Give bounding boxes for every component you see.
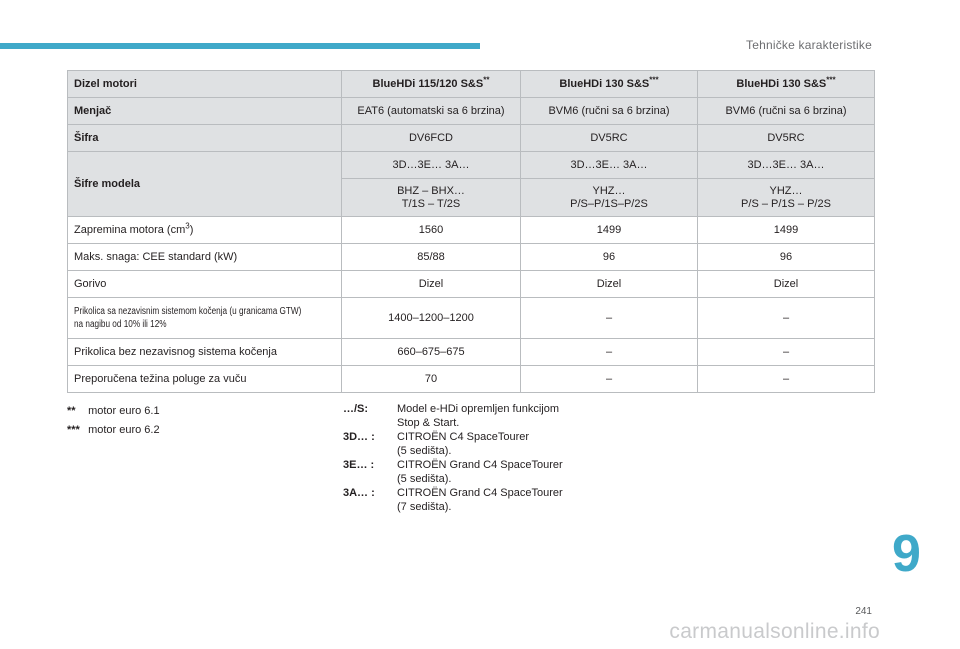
model-code-legend — [343, 402, 617, 514]
table-cell: 70 — [342, 366, 521, 393]
table-cell: DV5RC — [521, 125, 698, 152]
table-cell: EAT6 (automatski sa 6 brzina) — [342, 98, 521, 125]
legend-item: 3A… : CITROËN Grand C4 SpaceTourer (7 sedišta). — [343, 487, 563, 513]
table-cell: 1499 — [698, 217, 875, 244]
table-cell: – — [698, 339, 875, 366]
table-cell: 85/88 — [342, 244, 521, 271]
table-cell: 1499 — [521, 217, 698, 244]
table-cell: YHZ… P/S–P/1S–P/2S — [521, 179, 698, 217]
table-row — [68, 125, 875, 152]
table-cell: 1400–1200–1200 — [342, 298, 521, 339]
header-cell: BlueHDi 115/120 S&S** — [342, 71, 521, 98]
engine-spec-table — [67, 70, 875, 393]
row-label: Menjač — [68, 98, 342, 125]
row-label: Preporučena težina poluge za vuču — [68, 366, 342, 393]
footnote: ** motor euro 6.1 — [67, 405, 160, 417]
table-cell: – — [521, 339, 698, 366]
header-cell: BlueHDi 130 S&S*** — [698, 71, 875, 98]
row-label: Prikolica sa nezavisnim sistemom kočenja (u granicama GTW) na nagibu od 10% ili 12% — [68, 298, 342, 339]
table-row — [68, 271, 875, 298]
page-number: 241 — [855, 606, 872, 617]
table-header-row — [68, 71, 875, 98]
table-row — [68, 217, 875, 244]
chapter-number: 9 — [892, 525, 921, 583]
table-cell: 96 — [698, 244, 875, 271]
table-cell: BVM6 (ručni sa 6 brzina) — [521, 98, 698, 125]
table-cell: 96 — [521, 244, 698, 271]
row-label: Gorivo — [68, 271, 342, 298]
row-label: Zapremina motora $(cm^3)$ — [68, 217, 342, 244]
table-cell: – — [521, 366, 698, 393]
section-title: Tehničke karakteristike — [746, 38, 872, 52]
table-cell: 3D…3E… 3A… — [521, 152, 698, 179]
row-label: Šifre modela — [68, 152, 342, 217]
legend-item: 3E… : CITROËN Grand C4 SpaceTourer (5 sedišta). — [343, 459, 563, 485]
table-cell: 3D…3E… 3A… — [698, 152, 875, 179]
table-cell: Dizel — [521, 271, 698, 298]
table-cell: 3D…3E… 3A… — [342, 152, 521, 179]
section-accent-bar — [0, 43, 480, 49]
header-cell: BlueHDi 130 S&S*** — [521, 71, 698, 98]
legend-item: 3D… : CITROËN C4 SpaceTourer (5 sedišta). — [343, 431, 530, 457]
table-row — [68, 298, 875, 339]
table-cell: – — [521, 298, 698, 339]
row-label: Prikolica bez nezavisnog sistema kočenja — [68, 339, 342, 366]
table-cell: DV5RC — [698, 125, 875, 152]
table-cell: – — [698, 366, 875, 393]
table-cell: 1560 — [342, 217, 521, 244]
watermark: carmanualsonline.info — [669, 620, 880, 643]
table-cell: Dizel — [342, 271, 521, 298]
footnote: *** motor euro 6.2 — [67, 424, 160, 436]
table-cell: YHZ… P/S – P/1S – P/2S — [698, 179, 875, 217]
table-row — [68, 244, 875, 271]
table-row — [68, 339, 875, 366]
footnotes — [67, 402, 160, 440]
table-cell: BVM6 (ručni sa 6 brzina) — [698, 98, 875, 125]
table-cell: – — [698, 298, 875, 339]
header-cell: Dizel motori — [68, 71, 342, 98]
table-cell: DV6FCD — [342, 125, 521, 152]
legend-item: …/S: Model e-HDi opremljen funkcijom Stop & Start. — [343, 403, 560, 429]
table-cell: 660–675–675 — [342, 339, 521, 366]
table-row — [68, 152, 875, 179]
table-row — [68, 98, 875, 125]
table-row — [68, 366, 875, 393]
row-label: Šifra — [68, 125, 342, 152]
table-cell: Dizel — [698, 271, 875, 298]
row-label: Maks. snaga: CEE standard (kW) — [68, 244, 342, 271]
table-cell: BHZ – BHX… T/1S – T/2S — [342, 179, 521, 217]
